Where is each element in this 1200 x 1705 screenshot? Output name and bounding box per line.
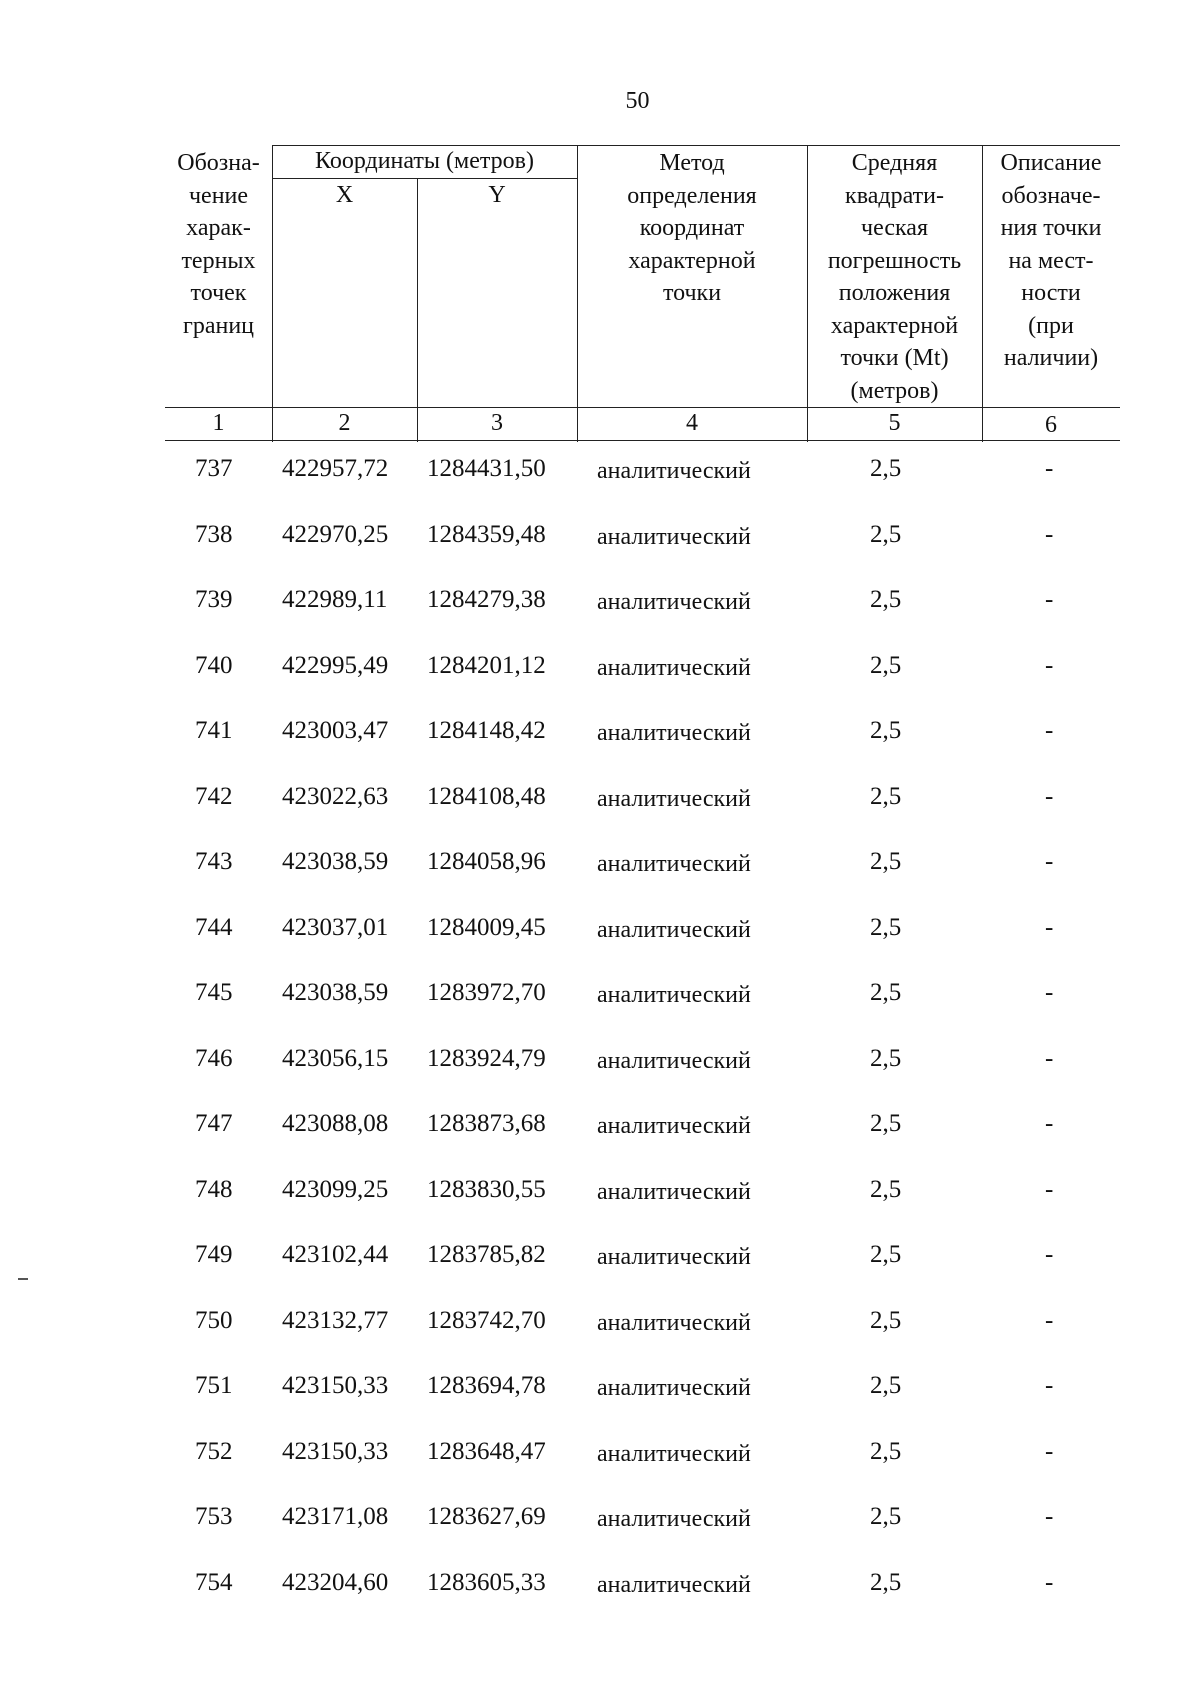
column-number-6: 6	[1045, 412, 1057, 438]
cell-point-id: 741	[195, 717, 233, 744]
cell-coord-y: 1283873,68	[427, 1110, 546, 1137]
cell-method: аналитический	[597, 851, 751, 877]
cell-point-id: 745	[195, 979, 233, 1006]
table-row	[165, 511, 1120, 577]
cell-coord-x: 423150,33	[282, 1372, 389, 1399]
cell-method: аналитический	[597, 523, 751, 550]
cell-method: аналитический	[597, 1113, 751, 1139]
cell-description: -	[1045, 1437, 1054, 1465]
cell-description: -	[1045, 1175, 1054, 1203]
cell-error-value: 2,5	[870, 913, 902, 941]
cell-description: -	[1045, 1110, 1054, 1137]
cell-point-id: 750	[195, 1306, 233, 1334]
cell-coord-x: 423102,44	[282, 1241, 389, 1268]
cell-method: аналитический	[597, 589, 751, 615]
cell-error-value: 2,5	[870, 1372, 902, 1399]
cell-coord-x: 423150,33	[282, 1437, 389, 1465]
cell-error-value: 2,5	[870, 1110, 902, 1137]
cell-point-id: 742	[195, 782, 233, 810]
cell-coord-x: 423003,47	[282, 717, 389, 744]
cell-description: -	[1045, 1372, 1054, 1399]
cell-point-id: 744	[195, 913, 233, 941]
page-number: 50	[625, 88, 650, 114]
cell-point-id: 738	[195, 520, 233, 548]
cell-method: аналитический	[597, 720, 751, 746]
column-number-4: 4	[686, 410, 698, 436]
cell-point-id: 746	[195, 1044, 233, 1072]
header-coordinates: Координаты (метров)	[315, 148, 534, 174]
column-number-2: 2	[338, 410, 351, 436]
cell-coord-x: 422995,49	[282, 651, 389, 679]
table-row	[165, 1493, 1120, 1559]
cell-description: -	[1045, 717, 1054, 744]
table-row	[165, 1428, 1120, 1494]
cell-coord-y: 1283830,55	[427, 1175, 546, 1203]
cell-coord-y: 1283694,78	[427, 1372, 546, 1399]
cell-coord-x: 422957,72	[282, 455, 389, 482]
cell-method: аналитический	[597, 1309, 751, 1336]
cell-description: -	[1045, 1241, 1054, 1268]
cell-coord-x: 422989,11	[282, 586, 388, 613]
cell-point-id: 740	[195, 651, 233, 679]
cell-point-id: 751	[195, 1372, 233, 1399]
table-row	[165, 838, 1120, 904]
table-row	[165, 642, 1120, 708]
cell-description: -	[1045, 848, 1054, 875]
cell-point-id: 739	[195, 586, 233, 613]
header-bottom-rule	[165, 440, 1120, 441]
cell-coord-y: 1284359,48	[427, 520, 546, 548]
cell-method: аналитический	[597, 1244, 751, 1270]
cell-coord-x: 423056,15	[282, 1044, 389, 1072]
cell-error-value: 2,5	[870, 1241, 902, 1268]
cell-description: -	[1045, 1503, 1054, 1530]
header-designation: Обозна- чение харак- терных точек границ	[177, 150, 260, 339]
cell-coord-x: 423099,25	[282, 1175, 389, 1203]
header-method: Метод определения координат характерной точки	[627, 150, 757, 306]
cell-error-value: 2,5	[870, 782, 902, 810]
cell-coord-x: 423022,63	[282, 782, 389, 810]
cell-error-value: 2,5	[870, 586, 902, 613]
cell-description: -	[1045, 979, 1054, 1006]
table-row	[165, 773, 1120, 839]
cell-point-id: 737	[195, 455, 233, 482]
cell-coord-y: 1283742,70	[427, 1306, 546, 1334]
cell-error-value: 2,5	[870, 717, 902, 744]
cell-error-value: 2,5	[870, 651, 902, 679]
cell-description: -	[1045, 1044, 1054, 1072]
cell-error-value: 2,5	[870, 1306, 902, 1334]
header-y: Y	[488, 182, 506, 208]
cell-error-value: 2,5	[870, 520, 902, 548]
cell-coord-y: 1283627,69	[427, 1503, 546, 1530]
table-row	[165, 707, 1120, 773]
cell-method: аналитический	[597, 654, 751, 681]
cell-error-value: 2,5	[870, 1437, 902, 1465]
cell-coord-x: 422970,25	[282, 520, 389, 548]
cell-coord-x: 423132,77	[282, 1306, 389, 1334]
cell-coord-y: 1283972,70	[427, 979, 546, 1006]
cell-description: -	[1045, 520, 1054, 548]
cell-point-id: 748	[195, 1175, 233, 1203]
cell-error-value: 2,5	[870, 979, 902, 1006]
table-body	[165, 445, 1120, 1624]
cell-coord-y: 1284058,96	[427, 848, 546, 875]
header-col-divider-2	[417, 178, 418, 442]
table-row	[165, 1559, 1120, 1625]
cell-method: аналитический	[597, 785, 751, 812]
cell-method: аналитический	[597, 1178, 751, 1205]
cell-description: -	[1045, 1306, 1054, 1334]
cell-method: аналитический	[597, 916, 751, 943]
cell-method: аналитический	[597, 1440, 751, 1467]
cell-point-id: 743	[195, 848, 233, 875]
table-row	[165, 969, 1120, 1035]
cell-method: аналитический	[597, 1047, 751, 1074]
cell-coord-y: 1284009,45	[427, 913, 546, 941]
cell-coord-x: 423038,59	[282, 979, 389, 1006]
cell-point-id: 754	[195, 1568, 233, 1596]
cell-coord-x: 423088,08	[282, 1110, 389, 1137]
cell-error-value: 2,5	[870, 848, 902, 875]
header-error: Средняя квадрати- ческая погрешность положения характерной точки (Mt) (метров)	[827, 150, 962, 404]
cell-coord-y: 1284148,42	[427, 717, 546, 744]
cell-coord-y: 1284279,38	[427, 586, 546, 613]
cell-error-value: 2,5	[870, 1175, 902, 1203]
scan-mark	[18, 1278, 28, 1280]
table-row	[165, 1231, 1120, 1297]
cell-description: -	[1045, 1568, 1054, 1596]
cell-method: аналитический	[597, 1506, 751, 1532]
column-number-1: 1	[212, 410, 225, 436]
cell-point-id: 749	[195, 1241, 233, 1268]
cell-description: -	[1045, 455, 1054, 482]
cell-method: аналитический	[597, 982, 751, 1008]
cell-description: -	[1045, 651, 1054, 679]
cell-error-value: 2,5	[870, 1503, 902, 1530]
cell-coord-x: 423037,01	[282, 913, 389, 941]
header-x: X	[335, 182, 354, 208]
table-row	[165, 1035, 1120, 1101]
cell-error-value: 2,5	[870, 1044, 902, 1072]
cell-coord-y: 1283785,82	[427, 1241, 546, 1268]
column-number-5: 5	[888, 410, 901, 436]
cell-coord-y: 1284431,50	[427, 455, 546, 482]
cell-method: аналитический	[597, 1571, 751, 1598]
table-row	[165, 1362, 1120, 1428]
table-row	[165, 1166, 1120, 1232]
cell-point-id: 752	[195, 1437, 233, 1465]
cell-coord-x: 423171,08	[282, 1503, 389, 1530]
table-row	[165, 1100, 1120, 1166]
cell-method: аналитический	[597, 458, 751, 484]
cell-point-id: 753	[195, 1503, 233, 1530]
cell-error-value: 2,5	[870, 455, 902, 482]
cell-method: аналитический	[597, 1375, 751, 1401]
table-row	[165, 576, 1120, 642]
table-row	[165, 904, 1120, 970]
cell-coord-y: 1283648,47	[427, 1437, 546, 1465]
cell-point-id: 747	[195, 1110, 233, 1137]
cell-description: -	[1045, 782, 1054, 810]
cell-error-value: 2,5	[870, 1568, 902, 1596]
cell-description: -	[1045, 913, 1054, 941]
cell-coord-x: 423038,59	[282, 848, 389, 875]
cell-coord-y: 1283924,79	[427, 1044, 546, 1072]
cell-coord-y: 1283605,33	[427, 1568, 546, 1596]
table-header	[165, 145, 1120, 442]
column-number-3: 3	[491, 410, 503, 436]
cell-description: -	[1045, 586, 1054, 613]
table-row	[165, 1297, 1120, 1363]
cell-coord-y: 1284108,48	[427, 782, 546, 810]
header-description: Описание обозначе- ния точки на мест- ности (при наличии)	[1000, 150, 1102, 371]
table-row	[165, 445, 1120, 511]
cell-coord-x: 423204,60	[282, 1568, 389, 1596]
cell-coord-y: 1284201,12	[427, 651, 546, 679]
